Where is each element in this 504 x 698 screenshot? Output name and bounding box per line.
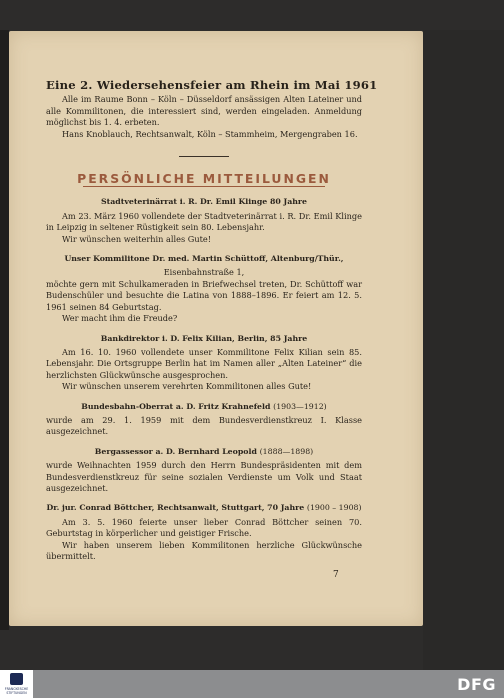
entry-text-2: Wir wünschen weiterhin alles Gute! <box>62 233 212 244</box>
entry-heading-note: Eisenbahnstraße 1, <box>163 267 245 278</box>
viewer-footer-bar <box>0 670 504 698</box>
scan-background <box>423 30 504 670</box>
entry-text: Am 3. 5. 1960 feierte unser lieber Conrad Böttcher seinen 70. Geburtstag in körperlicher und geistiger Frische. <box>46 516 362 539</box>
entry-heading: Stadtveterinärrat i. R. Dr. Emil Klinge 80 Jahre <box>100 197 307 207</box>
entry-text: Am 16. 10. 1960 vollendete unser Kommilitone Felix Kilian sein 85. Lebensjahr. Die Ortsgruppe Berlin hat im Namen aller „Alten Lateiner“ die herzlichsten Glückwünsche ausgesprochen. <box>46 346 362 380</box>
entry-heading: Bergassessor a. D. Bernhard Leopold (1888—1898) <box>94 446 314 456</box>
entry-heading: Bundesbahn-Oberrat a. D. Fritz Krahnefeld (1903—1912) <box>81 401 327 411</box>
entry-heading: Dr. jur. Conrad Böttcher, Rechtsanwalt, Stuttgart, 70 Jahre (1900 – 1908) <box>46 503 362 513</box>
article-paragraph: Alle im Raume Bonn – Köln – Düsseldorf ansässigen Alten Lateiner und alle Kommilitonen, die interessiert sind, werden eingeladen. Anmeldung möglichst bis 1. 4. erbeten. <box>46 94 362 128</box>
dfg-brand-logo[interactable]: DFG <box>457 675 496 694</box>
page-number: 7 <box>333 570 339 580</box>
entry-text-2: Wer macht ihm die Freude? <box>62 313 178 324</box>
article-signature: Hans Knoblauch, Rechtsanwalt, Köln – Stammheim, Mergengraben 16. <box>62 128 358 139</box>
entry-heading-note: (1900 – 1908) <box>306 503 362 513</box>
entry-heading-note: (1888—1898) <box>259 446 314 456</box>
entry-text-2: Wir haben unserem lieben Kommilitonen herzliche Glückwünsche übermittelt. <box>46 539 362 561</box>
document-page <box>9 31 423 626</box>
entry-text: wurde am 29. 1. 1959 mit dem Bundesverdienstkreuz I. Klasse ausgezeichnet. <box>46 414 362 437</box>
entry-heading: Unser Kommilitone Dr. med. Martin Schüttoff, Altenburg/Thür., <box>64 254 344 264</box>
article-title: Eine 2. Wiedersehensfeier am Rhein im Mai 1961 <box>46 78 378 92</box>
logo-emblem-icon <box>10 673 23 685</box>
entry-heading: Bankdirektor i. D. Felix Kilian, Berlin, 85 Jahre <box>100 333 308 343</box>
section-title-underline <box>83 186 325 187</box>
entry-text: Am 23. März 1960 vollendete der Stadtveterinärrat i. R. Dr. Emil Klinge in Leipzig in seltener Rüstigkeit sein 80. Lebensjahr. <box>46 210 362 233</box>
section-title: PERSÖNLICHE MITTEILUNGEN <box>77 171 331 187</box>
institution-logo[interactable] <box>0 670 33 698</box>
entry-heading-note: (1903—1912) <box>273 401 327 411</box>
logo-text: FRANCKESCHE STIFTUNGEN <box>4 687 29 695</box>
entry-text-2: Wir wünschen unserem verehrten Kommilitonen alles Gute! <box>62 381 312 392</box>
entry-text: wurde Weihnachten 1959 durch den Herrn Bundespräsidenten mit dem Bundesverdienstkreuz für seine sozialen Verdienste um Volk und Staat ausgezeichnet. <box>46 460 362 493</box>
section-divider <box>179 156 229 157</box>
scan-left-edge <box>0 30 9 630</box>
page-content <box>46 78 378 562</box>
entry-text: möchte gern mit Schulkameraden in Briefwechsel treten, Dr. Schüttoff war Budenschüler und besuchte die Latina von 1888–1896. Er feiert am 12. 5. 1961 seinen 84 Geburtstag. <box>46 278 362 312</box>
